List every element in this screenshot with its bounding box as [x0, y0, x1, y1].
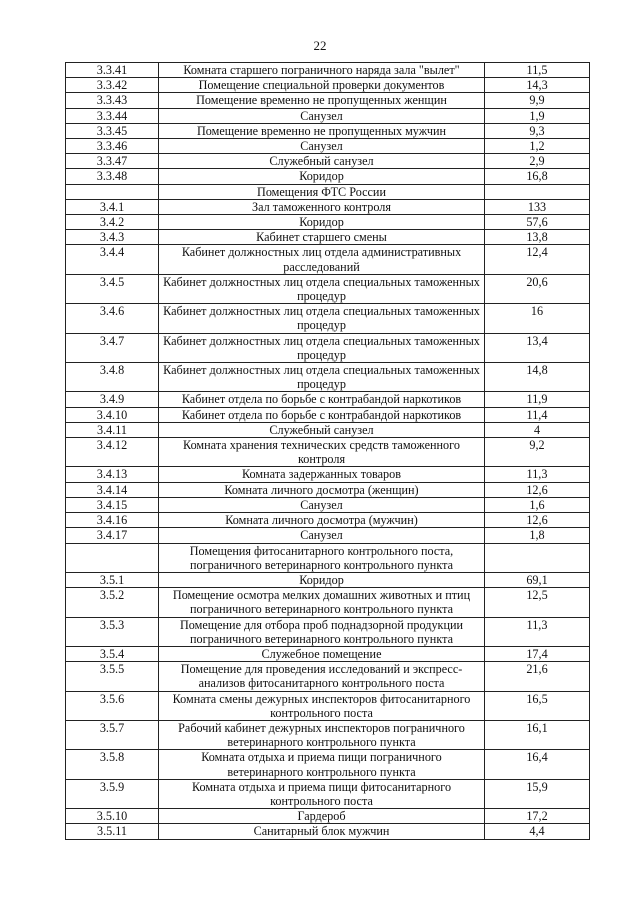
table-row [66, 497, 590, 512]
table-row [66, 274, 590, 303]
room-name-cell: Санузел [159, 108, 485, 123]
room-name-cell: Помещение осмотра мелких домашних животных и птиц пограничного ветеринарного контрольного пункта [159, 588, 485, 617]
room-area-cell [485, 184, 590, 199]
room-name-cell: Комната хранения технических средств таможенного контроля [159, 438, 485, 467]
room-number-cell: 3.5.11 [66, 824, 159, 839]
room-number-cell: 3.5.3 [66, 617, 159, 646]
room-number-cell: 3.4.1 [66, 199, 159, 214]
room-name-cell: Рабочий кабинет дежурных инспекторов пограничного ветеринарного контрольного пункта [159, 720, 485, 749]
room-name-cell: Гардероб [159, 809, 485, 824]
room-name-cell: Санузел [159, 139, 485, 154]
table-row [66, 230, 590, 245]
room-area-cell: 1,9 [485, 108, 590, 123]
room-area-cell: 20,6 [485, 274, 590, 303]
room-number-cell: 3.3.42 [66, 78, 159, 93]
room-number-cell: 3.4.13 [66, 467, 159, 482]
room-area-cell: 133 [485, 199, 590, 214]
room-name-cell: Зал таможенного контроля [159, 199, 485, 214]
table-row [66, 245, 590, 274]
room-number-cell: 3.4.4 [66, 245, 159, 274]
room-name-cell: Служебный санузел [159, 422, 485, 437]
table-row [66, 392, 590, 407]
table-row [66, 139, 590, 154]
room-name-cell: Комната отдыха и приема пищи пограничного ветеринарного контрольного пункта [159, 750, 485, 779]
table-row [66, 422, 590, 437]
room-name-cell: Комната старшего пограничного наряда зала "вылет" [159, 63, 485, 78]
room-number-cell: 3.3.46 [66, 139, 159, 154]
room-area-cell: 17,4 [485, 646, 590, 661]
room-area-cell: 12,5 [485, 588, 590, 617]
room-name-cell: Служебное помещение [159, 646, 485, 661]
table-row [66, 617, 590, 646]
room-area-cell: 16,5 [485, 691, 590, 720]
rooms-table-container [65, 62, 589, 840]
table-row [66, 691, 590, 720]
table-row [66, 123, 590, 138]
table-row [66, 662, 590, 691]
rooms-table [65, 62, 590, 840]
table-row [66, 215, 590, 230]
room-area-cell: 13,8 [485, 230, 590, 245]
table-row [66, 572, 590, 587]
room-name-cell: Кабинет должностных лиц отдела специальных таможенных процедур [159, 363, 485, 392]
room-area-cell: 14,3 [485, 78, 590, 93]
room-number-cell: 3.5.8 [66, 750, 159, 779]
room-name-cell: Помещение для отбора проб поднадзорной продукции пограничного ветеринарного контрольного пункта [159, 617, 485, 646]
room-area-cell: 1,6 [485, 497, 590, 512]
table-row [66, 304, 590, 333]
room-number-cell: 3.3.48 [66, 169, 159, 184]
room-number-cell: 3.5.6 [66, 691, 159, 720]
table-row [66, 199, 590, 214]
table-row [66, 482, 590, 497]
room-name-cell: Санитарный блок мужчин [159, 824, 485, 839]
room-area-cell [485, 543, 590, 572]
room-name-cell: Служебный санузел [159, 154, 485, 169]
room-number-cell: 3.4.17 [66, 528, 159, 543]
table-row [66, 407, 590, 422]
room-number-cell: 3.4.8 [66, 363, 159, 392]
section-header-row [66, 543, 590, 572]
room-name-cell: Комната задержанных товаров [159, 467, 485, 482]
room-number-cell: 3.3.41 [66, 63, 159, 78]
room-area-cell: 21,6 [485, 662, 590, 691]
room-area-cell: 1,2 [485, 139, 590, 154]
room-name-cell: Кабинет отдела по борьбе с контрабандой наркотиков [159, 392, 485, 407]
room-name-cell: Коридор [159, 572, 485, 587]
room-number-cell: 3.4.7 [66, 333, 159, 362]
room-area-cell: 9,9 [485, 93, 590, 108]
room-number-cell: 3.5.4 [66, 646, 159, 661]
room-area-cell: 17,2 [485, 809, 590, 824]
room-number-cell: 3.4.12 [66, 438, 159, 467]
table-row [66, 809, 590, 824]
table-row [66, 779, 590, 808]
room-area-cell: 9,3 [485, 123, 590, 138]
room-number-cell [66, 184, 159, 199]
room-name-cell: Кабинет должностных лиц отдела специальных таможенных процедур [159, 333, 485, 362]
room-area-cell: 16,8 [485, 169, 590, 184]
room-number-cell [66, 543, 159, 572]
room-area-cell: 57,6 [485, 215, 590, 230]
room-number-cell: 3.4.6 [66, 304, 159, 333]
room-number-cell: 3.5.2 [66, 588, 159, 617]
room-number-cell: 3.3.44 [66, 108, 159, 123]
room-name-cell: Кабинет старшего смены [159, 230, 485, 245]
room-area-cell: 1,8 [485, 528, 590, 543]
room-name-cell: Кабинет должностных лиц отдела специальных таможенных процедур [159, 304, 485, 333]
room-name-cell: Коридор [159, 169, 485, 184]
room-name-cell: Комната смены дежурных инспекторов фитосанитарного контрольного поста [159, 691, 485, 720]
room-number-cell: 3.4.14 [66, 482, 159, 497]
room-area-cell: 11,4 [485, 407, 590, 422]
room-area-cell: 15,9 [485, 779, 590, 808]
table-row [66, 154, 590, 169]
room-area-cell: 14,8 [485, 363, 590, 392]
room-area-cell: 11,5 [485, 63, 590, 78]
room-area-cell: 4,4 [485, 824, 590, 839]
room-number-cell: 3.3.43 [66, 93, 159, 108]
table-row [66, 333, 590, 362]
room-name-cell: Комната личного досмотра (мужчин) [159, 513, 485, 528]
table-row [66, 108, 590, 123]
room-area-cell: 69,1 [485, 572, 590, 587]
room-number-cell: 3.5.10 [66, 809, 159, 824]
section-header-row [66, 184, 590, 199]
room-name-cell: Помещение специальной проверки документов [159, 78, 485, 93]
room-number-cell: 3.3.45 [66, 123, 159, 138]
room-name-cell: Комната отдыха и приема пищи фитосанитарного контрольного поста [159, 779, 485, 808]
room-number-cell: 3.4.2 [66, 215, 159, 230]
room-number-cell: 3.4.5 [66, 274, 159, 303]
room-number-cell: 3.4.3 [66, 230, 159, 245]
room-name-cell: Санузел [159, 497, 485, 512]
room-name-cell: Помещение для проведения исследований и экспресс-анализов фитосанитарного контрольного поста [159, 662, 485, 691]
room-name-cell: Кабинет должностных лиц отдела административных расследований [159, 245, 485, 274]
room-area-cell: 12,6 [485, 482, 590, 497]
room-area-cell: 11,3 [485, 467, 590, 482]
room-number-cell: 3.4.10 [66, 407, 159, 422]
table-row [66, 528, 590, 543]
room-name-cell: Помещение временно не пропущенных мужчин [159, 123, 485, 138]
room-area-cell: 16,1 [485, 720, 590, 749]
room-number-cell: 3.4.9 [66, 392, 159, 407]
room-area-cell: 11,9 [485, 392, 590, 407]
room-number-cell: 3.4.15 [66, 497, 159, 512]
room-area-cell: 9,2 [485, 438, 590, 467]
room-number-cell: 3.4.11 [66, 422, 159, 437]
room-name-cell: Кабинет должностных лиц отдела специальных таможенных процедур [159, 274, 485, 303]
table-row [66, 363, 590, 392]
room-area-cell: 11,3 [485, 617, 590, 646]
room-area-cell: 12,4 [485, 245, 590, 274]
room-name-cell: Коридор [159, 215, 485, 230]
page-number: 22 [313, 38, 327, 53]
room-number-cell: 3.5.9 [66, 779, 159, 808]
room-name-cell: Помещение временно не пропущенных женщин [159, 93, 485, 108]
room-area-cell: 2,9 [485, 154, 590, 169]
room-name-cell: Кабинет отдела по борьбе с контрабандой наркотиков [159, 407, 485, 422]
room-name-cell: Комната личного досмотра (женщин) [159, 482, 485, 497]
room-number-cell: 3.3.47 [66, 154, 159, 169]
section-title-cell: Помещения ФТС России [159, 184, 485, 199]
room-area-cell: 16,4 [485, 750, 590, 779]
room-number-cell: 3.4.16 [66, 513, 159, 528]
table-row [66, 93, 590, 108]
table-row [66, 169, 590, 184]
table-row [66, 513, 590, 528]
room-area-cell: 13,4 [485, 333, 590, 362]
table-row [66, 588, 590, 617]
room-area-cell: 12,6 [485, 513, 590, 528]
room-number-cell: 3.5.5 [66, 662, 159, 691]
table-row [66, 63, 590, 78]
table-row [66, 750, 590, 779]
room-name-cell: Санузел [159, 528, 485, 543]
table-row [66, 824, 590, 839]
table-row [66, 467, 590, 482]
room-number-cell: 3.5.7 [66, 720, 159, 749]
room-area-cell: 4 [485, 422, 590, 437]
room-area-cell: 16 [485, 304, 590, 333]
table-row [66, 720, 590, 749]
section-title-cell: Помещения фитосанитарного контрольного поста, пограничного ветеринарного контрольного пункта [159, 543, 485, 572]
table-row [66, 646, 590, 661]
room-number-cell: 3.5.1 [66, 572, 159, 587]
rooms-table-body [66, 63, 590, 840]
table-row [66, 438, 590, 467]
table-row [66, 78, 590, 93]
